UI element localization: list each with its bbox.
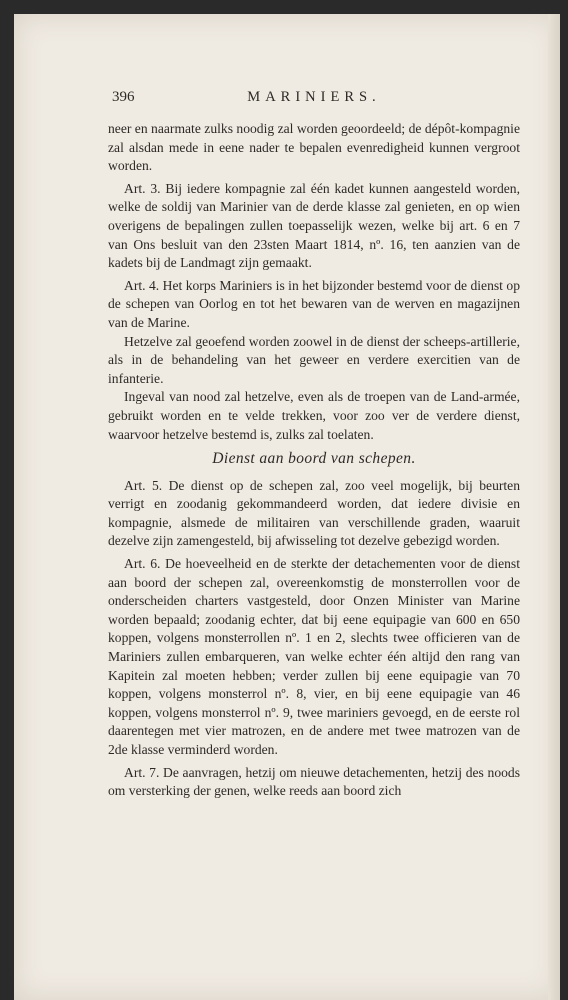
running-title: MARINIERS. bbox=[247, 89, 381, 105]
page-edge bbox=[548, 14, 560, 1000]
section-heading: Dienst aan boord van schepen. bbox=[212, 450, 416, 468]
paragraph-art-4: Art. 4. Het korps Mariniers is in het bijzonder bestemd voor de dienst op de schepen van Oorlog en tot het bewaren van de werven en magazijnen van de Marine. bbox=[108, 277, 520, 330]
paragraph-art-6: Art. 6. De hoeveelheid en de sterkte der detachementen voor de dienst aan boord der schepen zal, overeenkomstig de monsterrollen voor de onderscheiden charters vastgesteld, door Onzen Minister van Marine worden bepaald; zoodanig echter, dat bij eene equipagie van 600 en 650 koppen, volgens monsterrollen nº. 1 en 2, slechts twee officieren van de Mariniers zullen embarqueren, van welke echter één altijd den rang van Kapitein zal moeten hebben; verder zullen bij eene equipagie van 70 koppen, volgens monsterrol nº. 8, vier, en bij eene equipagie van 46 koppen, volgens monsterrol nº. 9, twee mariniers gevoegd, en de eerste rol daarentegen met vier matrozen, en de andere met twee matrozen van de 2de klasse verminderd worden. bbox=[108, 556, 520, 757]
paragraph-art-3: Art. 3. Bij iedere kompagnie zal één kadet kunnen aangesteld worden, welke de soldij van Marinier van de derde klasse zal genieten, en op wien overigens de bepalingen zullen toepasselijk wezen, welke bij art. 6 en 7 van Ons besluit van den 23sten Maart 1814, nº. 16, ten aanzien van de kadets bij de Landmagt zijn gemaakt. bbox=[108, 180, 520, 271]
text-block bbox=[108, 88, 520, 801]
paragraph-training: Hetzelve zal geoefend worden zoowel in de dienst der scheeps-artillerie, als in de behandeling van het geweer en verdere exercitien van de infanterie. bbox=[108, 333, 520, 386]
paragraph-continuation: neer en naarmate zulks noodig zal worden geoordeeld; de dépôt-kompagnie zal alsdan mede in eene nader te bepalen evenredigheid kunnen vergroot worden. bbox=[108, 121, 520, 174]
paragraph-art-5: Art. 5. De dienst op de schepen zal, zoo veel mogelijk, bij beurten verrigt en zoodanig gekommandeerd worden, dat iedere divisie en kompagnie, alsmede de militairen van verschillende graden, waaruit dezelve zijn zamengesteld, bij afwisseling tot dezelve gebezigd worden. bbox=[108, 477, 520, 549]
paragraph-emergency: Ingeval van nood zal hetzelve, even als de troepen van de Land-armée, gebruikt worden en te velde trekken, voor zoo ver de verdere dienst, waarvoor hetzelve bestemd is, zulks zal toelaten. bbox=[108, 389, 520, 442]
running-head bbox=[108, 88, 520, 120]
page-number: 396 bbox=[112, 89, 135, 105]
book-page bbox=[14, 14, 560, 1000]
paragraph-art-7: Art. 7. De aanvragen, hetzij om nieuwe detachementen, hetzij des noods om versterking der genen, welke reeds aan boord zich bbox=[108, 764, 520, 799]
